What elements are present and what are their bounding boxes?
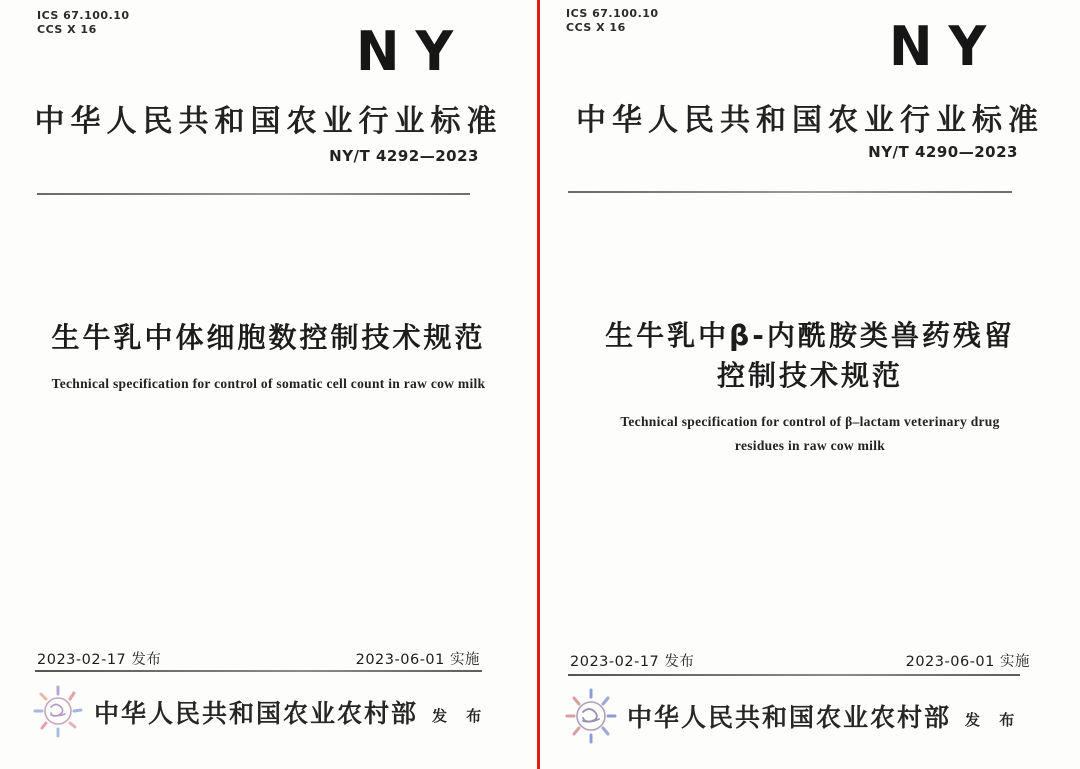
publisher-row — [565, 688, 1021, 744]
title-en-line: Technical specification for control of somatic cell count in raw cow milk — [51, 376, 486, 391]
standard-number: NY/T 4290—2023 — [868, 143, 1018, 161]
classification-codes — [37, 9, 130, 37]
ccs-code: CCS X 16 — [566, 21, 626, 34]
footer-divider-line — [568, 674, 1020, 676]
title-line: 生牛乳中β-内酰胺类兽药残留 — [605, 319, 1015, 352]
publish-label: 发 布 — [965, 710, 1022, 729]
standard-number: NY/T 4292—2023 — [329, 147, 479, 165]
title-en-line: residues in raw cow milk — [734, 438, 886, 453]
title-line: 生牛乳中体细胞数控制技术规范 — [51, 321, 486, 354]
dates-row — [570, 650, 1030, 671]
ics-code: ICS 67.100.10 — [37, 9, 130, 22]
implement-date: 2023-06-01 实施 — [355, 652, 480, 668]
publish-label: 发 布 — [432, 706, 489, 725]
ccs-code: CCS X 16 — [37, 23, 97, 36]
ministry-seal-icon — [565, 688, 617, 744]
ny-standard-logo: NY — [356, 20, 470, 84]
standard-cover-page-4292 — [0, 0, 537, 769]
dates-row — [37, 648, 480, 669]
document-title-cn — [540, 316, 1080, 396]
standard-cover-page-4290 — [540, 0, 1080, 769]
title-line: 控制技术规范 — [716, 359, 903, 392]
document-title-cn — [0, 318, 537, 358]
header-divider-line — [568, 191, 1012, 193]
document-title-en — [540, 410, 1080, 458]
ministry-seal-icon — [32, 684, 84, 740]
ny-standard-logo: NY — [889, 15, 1003, 79]
publisher-name: 中华人民共和国农业农村部 — [627, 703, 952, 732]
classification-codes — [566, 7, 659, 35]
standard-heading: 中华人民共和国农业行业标准 — [576, 103, 1044, 138]
document-title-en — [0, 372, 537, 396]
ics-code: ICS 67.100.10 — [566, 7, 659, 20]
standard-heading: 中华人民共和国农业行业标准 — [34, 104, 503, 139]
header-divider-line — [37, 193, 470, 195]
issue-date: 2023-02-17 发布 — [37, 652, 162, 668]
publisher-row — [32, 684, 488, 740]
title-en-line: Technical specification for control of β–lactam veterinary drug — [620, 414, 1000, 429]
implement-date: 2023-06-01 实施 — [905, 654, 1030, 670]
issue-date: 2023-02-17 发布 — [570, 654, 695, 670]
publisher-name: 中华人民共和国农业农村部 — [94, 699, 419, 728]
footer-divider-line — [35, 670, 482, 672]
